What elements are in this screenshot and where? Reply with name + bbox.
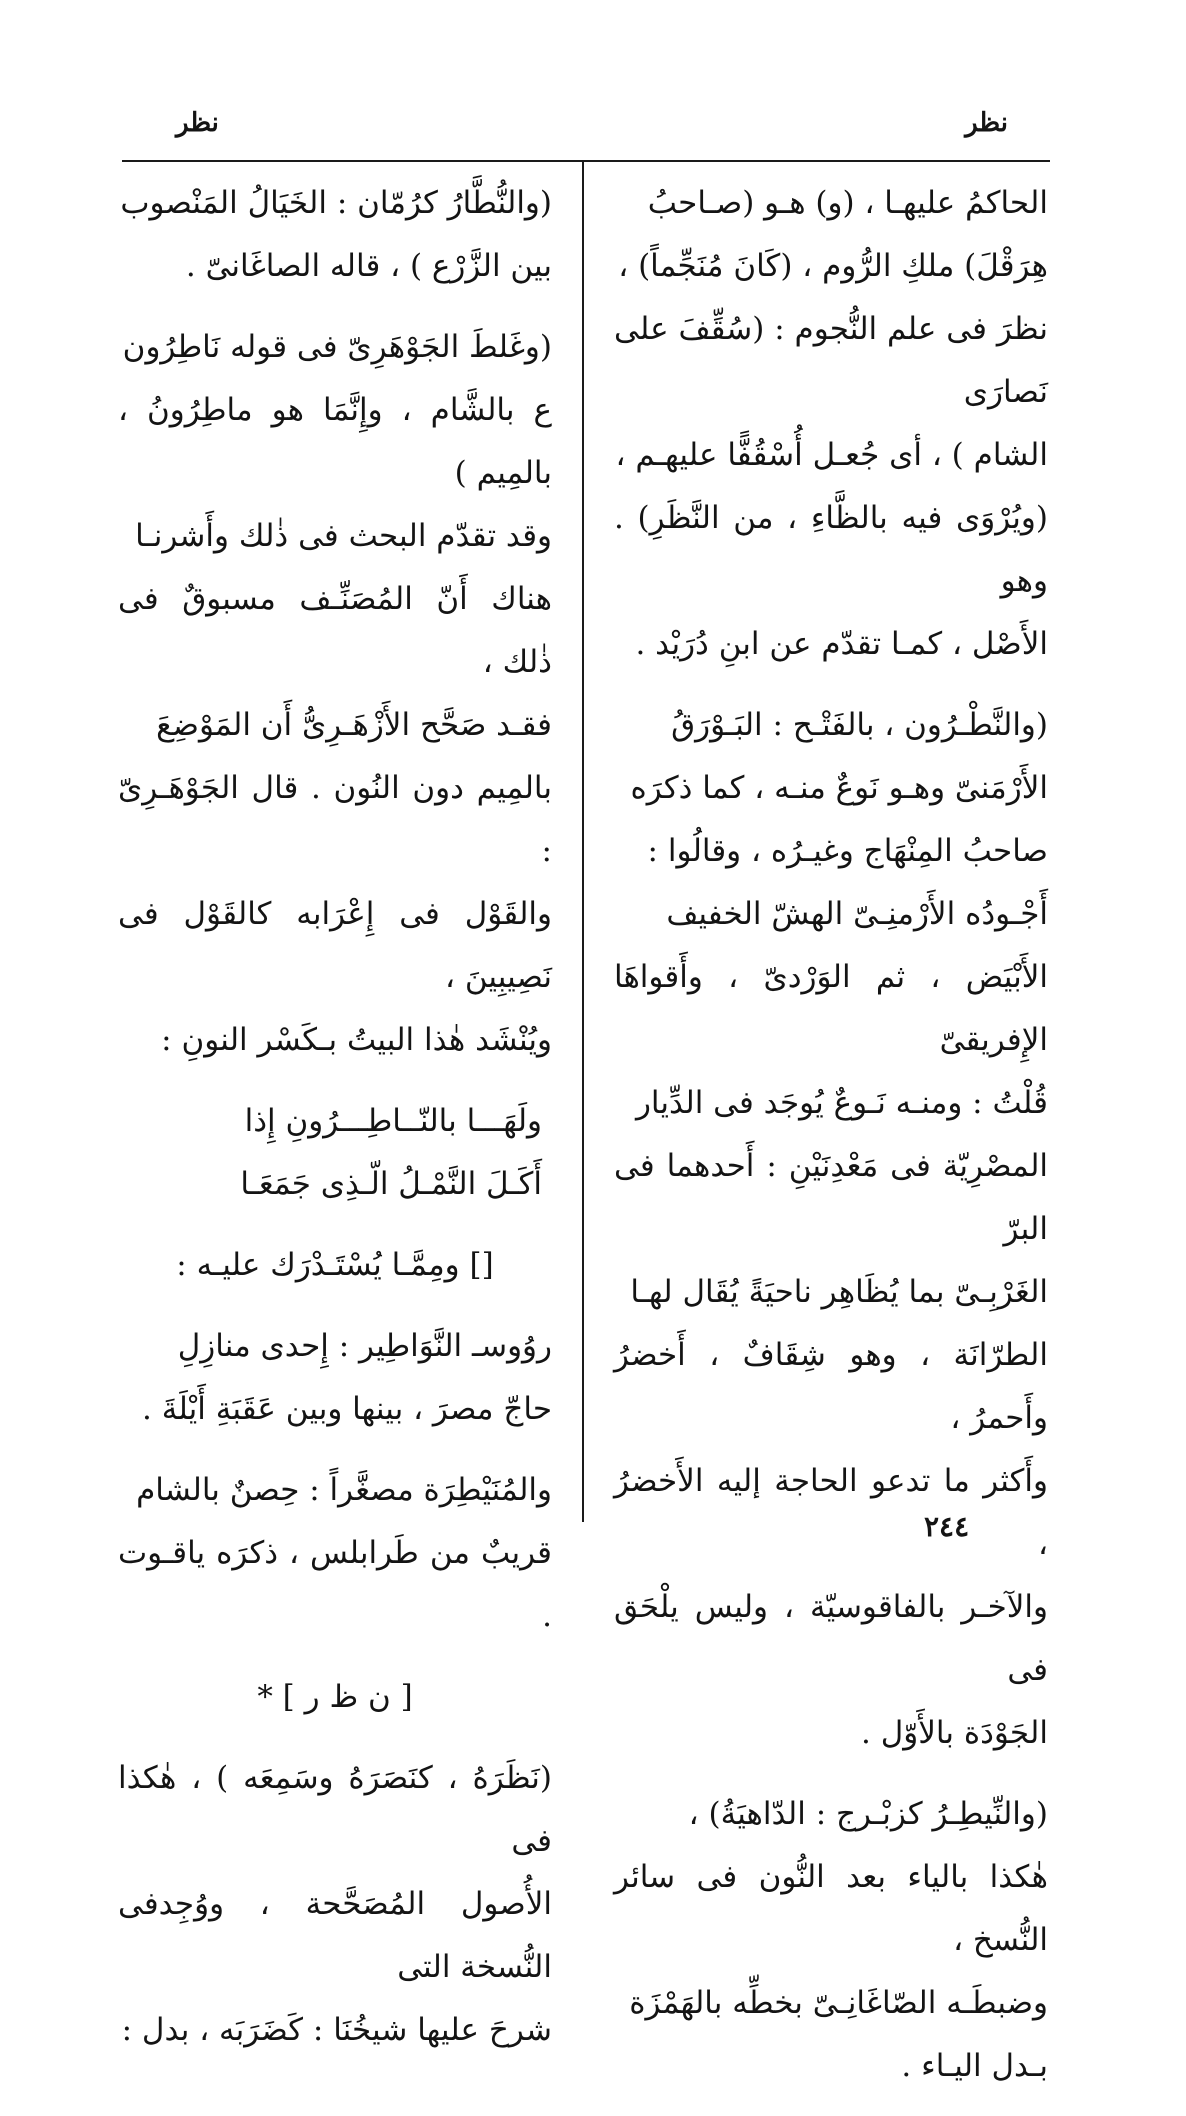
left-paragraph-3: روُوسـ النَّوَاطِير : إِحدى منازِلِ حاجّ مصرَ ، بينها وبين عَقَبَةِ أَيْلَةَ .: [142, 1328, 552, 1427]
left-paragraph-1: (والنُّطَّارُ كرُمّان : الخَيَالُ المَنْصوب بين الزَّرْع ) ، قاله الصاغَانىّ .: [120, 185, 552, 284]
root-heading: [ ن ظ ر ] *: [257, 1679, 413, 1715]
header-rule: [122, 160, 1050, 162]
left-column: [118, 172, 552, 2080]
page-number: ٢٤٤: [924, 1510, 970, 1543]
left-paragraph-5: (نَظَرَهُ ، كنَصَرَهُ وسَمِعَه ) ، هٰكذا فى الأُصول المُصَحَّحة ، ووُجِدفى النُّسخة التى شرحَ عليها شيخُنَا : كَضَرَبَه ، بدل :: [118, 1760, 552, 2048]
right-paragraph-1: الحاكمُ عليهـا ، (و) هـو (صـاحبُ هِرَقْلَ) ملكِ الرُّوم ، (كَانَ مُنَجِّماً) ، نظرَ فى علم النُّجوم : (سُقِّفَ على نَصارَى الشام ) ، أى جُعـل أُسْقُفًّا عليهـم ، (ويُرْوَى فيه بالظَّاءِ ، من النَّظَرِ) . وهو الأَصْل ، كمـا تقدّم عن ابنِ دُرَيْد .: [614, 185, 1048, 662]
column-divider: [582, 162, 584, 1522]
left-paragraph-4: والمُنَيْطِرَة مصغَّراً : حِصنٌ بالشام قريبٌ من طَرابلس ، ذكرَه ياقـوت .: [118, 1472, 552, 1634]
addendum-heading: [] ومِمَّـا يُسْتَـدْرَك عليـه :: [176, 1247, 494, 1283]
poetry-verse: ولَهَـــا بالنّــاطِـــرُونِ إِذا أَكَـلَ النَّمْـلُ الّـذِى جَمَعَـا: [240, 1103, 542, 1202]
left-paragraph-2: (وغَلطَ الجَوْهَرِىّ فى قوله نَاطِرُون ع بالشَّام ، وإِنَّمَا هو ماطِرُونُ ، بالمِيم ) وقد تقدّم البحث فى ذٰلك وأَشرنـا هناك أَنّ المُصَنِّـف مسبوقٌ فى ذٰلك ، فقـد صَحَّح الأَزْهَـرِىُّ أَن المَوْضِعَ بالمِيم دون النُون . قال الجَوْهَـرِىّ : والقَوْل فى إِعْرَابه كالقَوْل فى نَصِيبِينَ ، ويُنْشَد هٰذا البيتُ بـكَسْر النونِ :: [118, 329, 552, 1058]
right-paragraph-3: (والنِّيطِـرُ كزبْـرج : الدّاهيَةُ) ، هٰكذا بالياء بعد النُّون فى سائر النُّسخ ، وضبطَـه الصّاغَانِـىّ بخطِّه بالهَمْزَة بـدل اليـاء .: [614, 1796, 1048, 2084]
right-column: [614, 172, 1048, 2116]
running-head-left: نظر: [176, 108, 219, 138]
right-paragraph-2: (والنَّطْـرُون ، بالفَتْـح : البَـوْرَقُ الأَرْمَنىّ وهـو نَوعٌ منـه ، كما ذكرَه صاحبُ المِنْهَاج وغيـرُه ، وقالُوا : أَجْـودُه الأَرْمنِـىّ الهشّ الخفيف الأَبْيَض ، ثم الوَرْدىّ ، وأَقواهَا الإِفريقىّ قُلْتُ : ومنـه نَـوعٌ يُوجَد فى الدِّيار المصْرِيّة فى مَعْدِنَيْنِ : أَحدهما فى البرّ الغَرْبِـىّ بما يُظَاهِر ناحيَةً يُقَال لهـا الطرّانَة ، وهو شِقَافٌ ، أَخضرُ وأَحمرُ ، وأَكثر ما تدعو الحاجة إليه الأَخضرُ ، والآخـر بالفاقوسيّة ، وليس يلْحَق فى الجَوْدَة بالأَوّل .: [614, 707, 1048, 1751]
running-head-right: نظر: [965, 108, 1008, 138]
